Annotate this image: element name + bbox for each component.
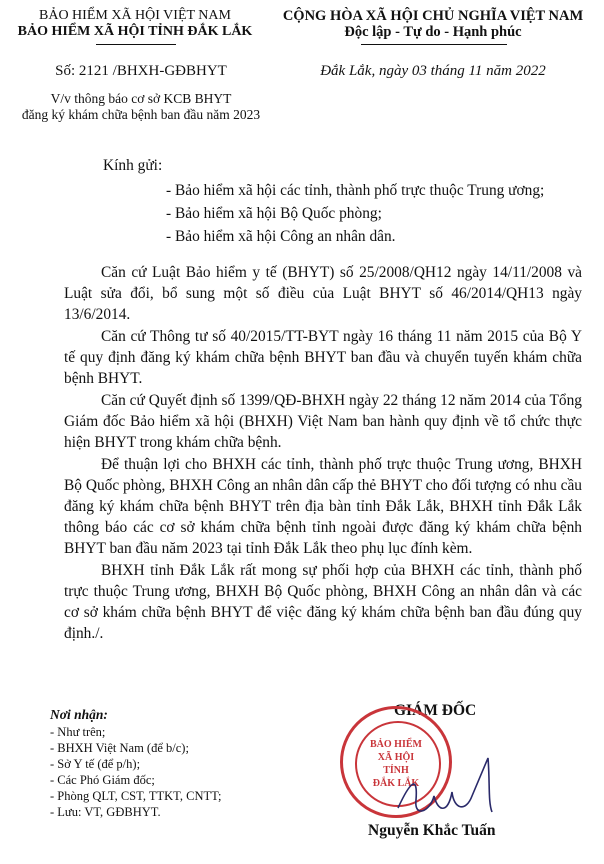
issuer-block — [0, 8, 270, 40]
handwritten-signature — [380, 752, 530, 832]
nation-title: CỘNG HÒA XÃ HỘI CHỦ NGHĨA VIỆT NAM — [282, 8, 584, 24]
signer-name: Nguyễn Khắc Tuấn — [368, 822, 496, 839]
distribution-title: Nơi nhận: — [50, 707, 108, 722]
document-number: Số: 2121 /BHXH-GĐBHYT — [55, 63, 227, 79]
nation-block — [262, 8, 604, 40]
seal-text-line: TỈNH — [383, 765, 409, 776]
body-paragraph: Căn cứ Thông tư số 40/2015/TT-BYT ngày 16 tháng 11 năm 2015 của Bộ Y tế quy định đăng ký khám chữa bệnh BHYT ban đầu và chuyển tuyến khám chữa bệnh BHYT. — [64, 328, 582, 387]
distribution-item: - Các Phó Giám đốc; — [50, 773, 155, 787]
document-date: Đắk Lắk, ngày 03 tháng 11 năm 2022 — [320, 63, 546, 79]
seal-text-line: BẢO HIỂM — [370, 739, 422, 750]
recipient-line: - Bảo hiểm xã hội các tỉnh, thành phố trực thuộc Trung ương; — [166, 182, 545, 199]
recipient-line: - Bảo hiểm xã hội Công an nhân dân. — [166, 228, 396, 245]
body-paragraph: Căn cứ Quyết định số 1399/QĐ-BHXH ngày 22 tháng 12 năm 2014 của Tổng Giám đốc Bảo hiểm xã hội (BHXH) Việt Nam ban hành quy định về tổ chức thực hiện BHYT trong khám chữa bệnh. — [64, 392, 582, 451]
seal-text-line: ĐẮK LẮK — [372, 778, 420, 789]
motto: Độc lập - Tự do - Hạnh phúc — [344, 24, 522, 40]
province-agency-name: BẢO HIỂM XÃ HỘI TỈNH ĐẮK LẮK — [17, 24, 253, 39]
motto-underline — [361, 44, 507, 45]
distribution-list — [50, 706, 280, 820]
distribution-item: - Lưu: VT, GĐBHYT. — [50, 805, 161, 819]
body-paragraph: BHXH tỉnh Đắk Lắk rất mong sự phối hợp của BHXH các tỉnh, thành phố trực thuộc Trung ương, BHXH Bộ Quốc phòng, BHXH Công an nhân dân và các cơ sở khám chữa bệnh BHYT để việc đăng ký khám chữa bệnh ban đầu đúng quy định./. — [64, 562, 582, 642]
distribution-item: - Như trên; — [50, 725, 106, 739]
body-text — [64, 262, 582, 644]
subject-line-1: V/v thông báo cơ sở KCB BHYT — [50, 91, 232, 106]
distribution-item: - Sở Y tế (để p/h); — [50, 757, 141, 771]
issuer-divider — [96, 44, 176, 45]
salutation: Kính gửi: — [103, 157, 163, 174]
seal-text-line: XÃ HỘI — [377, 752, 415, 763]
signer-title: GIÁM ĐỐC — [394, 702, 477, 719]
agency-name: BẢO HIỂM XÃ HỘI VIỆT NAM — [39, 8, 231, 23]
distribution-item: - BHXH Việt Nam (để b/c); — [50, 741, 189, 755]
distribution-item: - Phòng QLT, CST, TTKT, CNTT; — [50, 789, 222, 803]
body-paragraph: Để thuận lợi cho BHXH các tỉnh, thành phố trực thuộc Trung ương, BHXH Bộ Quốc phòng, BHXH Công an nhân dân cấp thẻ BHYT cho đối tượng có nhu cầu đăng ký khám chữa bệnh BHYT trên địa bàn tỉnh Đắk Lắk, BHXH tỉnh Đắk Lắk thông báo các cơ sở khám chữa bệnh tỉnh ngoài được đăng ký khám chữa bệnh BHYT ban đầu năm 2023 tại tỉnh Đắk Lắk theo phụ lục đính kèm. — [64, 456, 582, 557]
recipient-line: - Bảo hiểm xã hội Bộ Quốc phòng; — [166, 205, 382, 222]
body-paragraph: Căn cứ Luật Bảo hiểm y tế (BHYT) số 25/2008/QH12 ngày 14/11/2008 và Luật sửa đổi, bổ sung một số điều của Luật BHYT số 46/2014/QH13 ngày 13/6/2014. — [64, 264, 582, 323]
subject-line-2: đăng ký khám chữa bệnh ban đầu năm 2023 — [21, 107, 261, 122]
subject-block — [10, 91, 272, 123]
